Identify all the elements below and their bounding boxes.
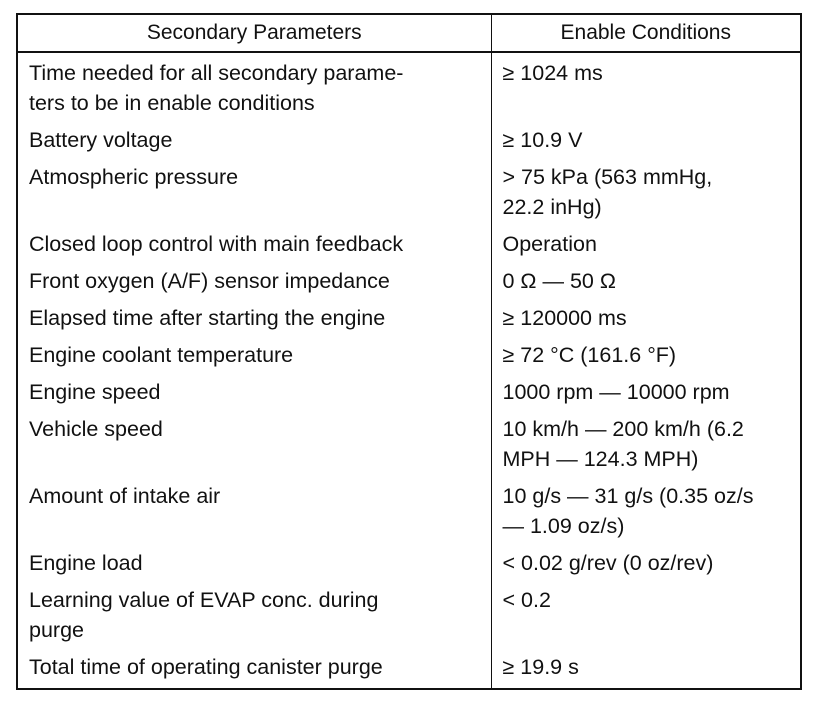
parameter-cell: Amount of intake air — [18, 477, 491, 544]
parameter-cell: Vehicle speed — [18, 410, 491, 477]
condition-cell: > 75 kPa (563 mmHg, 22.2 inHg) — [502, 165, 713, 219]
table-row — [18, 373, 800, 410]
table-row — [18, 410, 800, 477]
condition-cell: ≥ 1024 ms — [502, 61, 603, 85]
parameter-cell: Time needed for all secondary parame- ters to be in enable conditions — [18, 52, 491, 121]
table-row — [18, 52, 800, 121]
table-row — [18, 225, 800, 262]
condition-cell: 0 Ω — 50 Ω — [502, 269, 616, 293]
header-secondary-parameters: Secondary Parameters — [18, 15, 491, 52]
table-header — [18, 15, 800, 52]
header-enable-conditions: Enable Conditions — [491, 15, 800, 52]
parameter-cell: Battery voltage — [18, 121, 491, 158]
condition-cell: < 0.02 g/rev (0 oz/rev) — [502, 551, 714, 575]
table-row — [18, 336, 800, 373]
condition-cell: ≥ 10.9 V — [502, 128, 583, 152]
table-row — [18, 477, 800, 544]
parameter-cell: Total time of operating canister purge — [18, 648, 491, 688]
condition-cell: ≥ 72 °C (161.6 °F) — [502, 343, 677, 367]
parameters-table-frame — [16, 13, 802, 690]
condition-cell: 10 g/s — 31 g/s (0.35 oz/s — 1.09 oz/s) — [502, 484, 754, 538]
parameter-cell: Front oxygen (A/F) sensor impedance — [18, 262, 491, 299]
header-row — [18, 15, 800, 52]
parameter-cell: Learning value of EVAP conc. during purge — [18, 581, 491, 648]
condition-cell: 1000 rpm — 10000 rpm — [502, 380, 730, 404]
condition-cell: 10 km/h — 200 km/h (6.2 MPH — 124.3 MPH) — [502, 417, 744, 471]
table-body — [18, 52, 800, 688]
condition-cell: ≥ 19.9 s — [502, 655, 579, 679]
parameter-cell: Elapsed time after starting the engine — [18, 299, 491, 336]
table-row — [18, 581, 800, 648]
table-row — [18, 544, 800, 581]
table-row — [18, 121, 800, 158]
condition-cell: Operation — [502, 232, 597, 256]
table-row — [18, 158, 800, 225]
condition-cell: ≥ 120000 ms — [502, 306, 627, 330]
parameter-cell: Engine speed — [18, 373, 491, 410]
table-row — [18, 262, 800, 299]
table-row — [18, 648, 800, 688]
table-row — [18, 299, 800, 336]
secondary-parameters-table — [18, 15, 800, 688]
parameter-cell: Engine load — [18, 544, 491, 581]
parameter-cell: Atmospheric pressure — [18, 158, 491, 225]
parameter-cell: Closed loop control with main feedback — [18, 225, 491, 262]
condition-cell: < 0.2 — [502, 588, 551, 612]
parameter-cell: Engine coolant temperature — [18, 336, 491, 373]
